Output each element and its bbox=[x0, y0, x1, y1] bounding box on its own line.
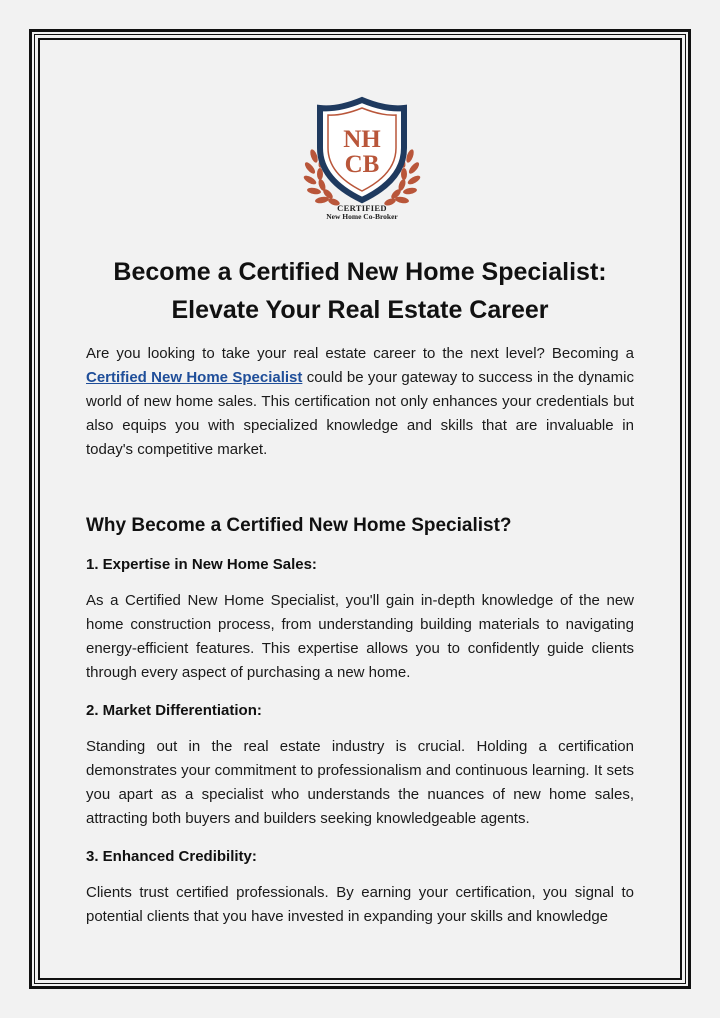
item-heading-credibility: 3. Enhanced Credibility: bbox=[86, 848, 257, 865]
item-heading-differentiation: 2. Market Differentiation: bbox=[86, 702, 262, 719]
logo-caption-certified: CERTIFIED bbox=[337, 203, 387, 213]
intro-paragraph bbox=[86, 342, 634, 462]
item-text-credibility: Clients trust certified professionals. By earning your certification, you signal to potential clients that you have invested in expanding your skills and knowledge bbox=[86, 884, 634, 925]
article-body bbox=[86, 342, 634, 929]
section-heading: Why Become a Certified New Home Specialist? bbox=[86, 515, 512, 536]
logo-caption-subtitle: New Home Co-Broker bbox=[326, 212, 398, 221]
item-text-expertise: As a Certified New Home Specialist, you'll gain in-depth knowledge of the new home construction process, from understanding building materials to navigating energy-efficient features. This expertise allows you to confidently guide clients through every aspect of purchasing a new home. bbox=[86, 592, 634, 681]
logo-text-cb: CB bbox=[344, 151, 380, 178]
logo-text-nh: NH bbox=[343, 126, 381, 153]
item-text-differentiation: Standing out in the real estate industry is crucial. Holding a certification demonstrates your commitment to professionalism and continuous learning. It sets you apart as a specialist who understands the nuances of new home sales, attracting both buyers and builders seeking knowledgeable agents. bbox=[86, 738, 634, 827]
title-line-1: Become a Certified New Home Specialist: bbox=[113, 258, 607, 286]
page-title bbox=[60, 253, 660, 329]
title-line-2: Elevate Your Real Estate Career bbox=[171, 296, 549, 324]
certified-specialist-link[interactable]: Certified New Home Specialist bbox=[86, 369, 303, 386]
intro-text-start: Are you looking to take your real estate career to the next level? Becoming a bbox=[86, 345, 634, 362]
intro-text-end: could be your gateway to success in the dynamic world of new home sales. This certification not only enhances your credentials but also equips you with specialized knowledge and skills that are invaluable in today's competitive market. bbox=[86, 369, 634, 458]
item-heading-expertise: 1. Expertise in New Home Sales: bbox=[86, 556, 317, 573]
